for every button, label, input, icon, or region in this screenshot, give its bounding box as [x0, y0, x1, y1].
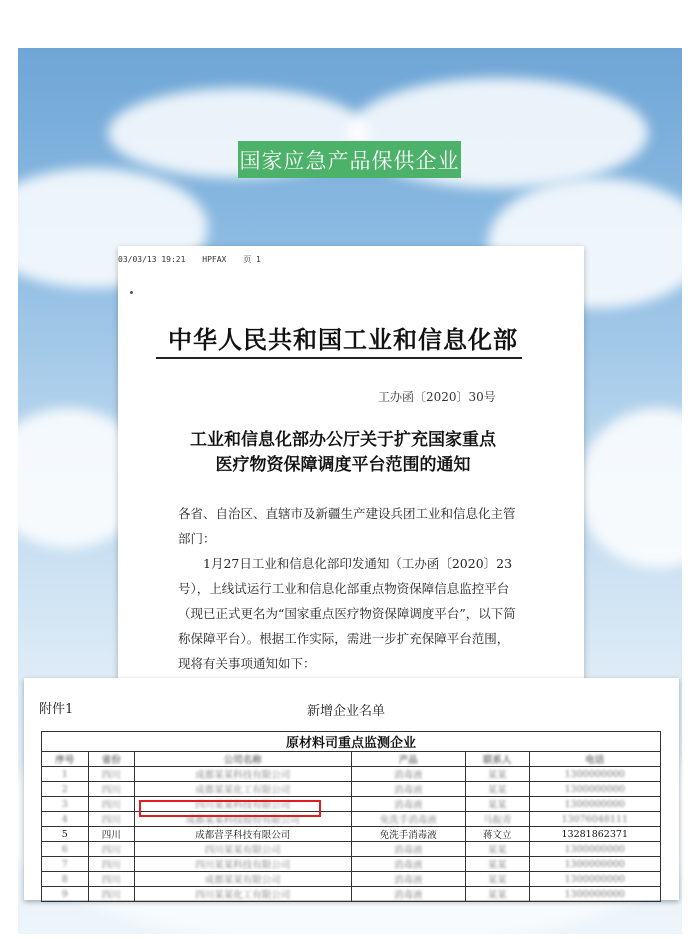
table-cell-phone: 13076048111	[529, 812, 661, 827]
table-caption-row	[42, 732, 661, 752]
table-cell-phone: 1300000000	[529, 797, 661, 812]
notice-title-line-2: 医疗物资保障调度平台范围的通知	[215, 455, 471, 475]
annex-label: 附件1	[39, 702, 74, 717]
fax-date: 03/03/13 19:21	[118, 255, 186, 264]
table-cell-company: 成都某某化工有限公司	[135, 782, 351, 797]
table-cell-product: 免洗手消毒液	[351, 812, 465, 827]
table-header-cell: 联系人	[465, 752, 529, 767]
table-row	[42, 827, 661, 842]
table-cell-company: 四川某某化工有限公司	[135, 887, 351, 902]
annex-title: 新增企业名单	[307, 704, 386, 719]
table-cell-contact: 某某	[465, 842, 529, 857]
table-cell-contact: 马振青	[465, 812, 529, 827]
table-cell-no: 2	[42, 782, 89, 797]
table-cell-product: 消毒液	[351, 797, 465, 812]
heading-rule	[156, 357, 522, 359]
table-cell-phone: 1300000000	[529, 857, 661, 872]
table-cell-no: 8	[42, 872, 89, 887]
table-cell-province: 四川	[88, 812, 135, 827]
table-row	[42, 872, 661, 887]
body-paragraph: 1月27日工业和信息化部印发通知（工办函〔2020〕23号），上线试运行工业和信息化部重点物资保障信息监控平台（现已正式更名为“国家重点医疗物资保障调度平台”，以下简称保障平台）。根据工作实际，需进一步扩充保障平台范围，现将有关事项通知如下：	[178, 556, 516, 671]
table-cell-phone: 1300000000	[529, 872, 661, 887]
fax-header	[118, 254, 273, 265]
table-row	[42, 857, 661, 872]
table-cell-no: 4	[42, 812, 89, 827]
table-cell-no: 1	[42, 767, 89, 782]
table-cell-product: 消毒液	[351, 887, 465, 902]
table-cell-company: 四川某某有限公司	[135, 842, 351, 857]
company-table	[41, 731, 661, 902]
table-cell-company: 成都某某科技股份有限公司	[135, 812, 351, 827]
table-cell-phone: 1300000000	[529, 842, 661, 857]
table-body	[42, 767, 661, 902]
highlight-box	[139, 800, 321, 817]
table-row	[42, 797, 661, 812]
table-cell-product: 消毒液	[351, 857, 465, 872]
table-cell-no: 5	[42, 827, 89, 842]
table-cell-product: 消毒液	[351, 782, 465, 797]
table-row	[42, 767, 661, 782]
notice-body	[178, 501, 520, 676]
table-cell-company: 四川某某科技有限公司	[135, 797, 351, 812]
table-cell-phone: 1300000000	[529, 767, 661, 782]
table-header-cell: 省份	[88, 752, 135, 767]
table-cell-province: 四川	[88, 887, 135, 902]
notice-title-line-1: 工业和信息化部办公厅关于扩充国家重点	[190, 430, 496, 450]
table-header-cell: 电话	[529, 752, 661, 767]
table-cell-contact: 某某	[465, 887, 529, 902]
table-cell-company: 成都营孚科技有限公司	[135, 827, 351, 842]
table-cell-phone: 1300000000	[529, 782, 661, 797]
table-cell-no: 6	[42, 842, 89, 857]
table-cell-no: 7	[42, 857, 89, 872]
notice-title	[148, 428, 538, 478]
table-cell-contact: 某某	[465, 797, 529, 812]
table-row	[42, 782, 661, 797]
table-header-cell: 产品	[351, 752, 465, 767]
table-cell-product: 消毒液	[351, 767, 465, 782]
table-cell-product: 消毒液	[351, 872, 465, 887]
table-cell-contact: 某某	[465, 872, 529, 887]
table-cell-province: 四川	[88, 797, 135, 812]
table-header-row	[42, 752, 661, 767]
table-cell-no: 9	[42, 887, 89, 902]
document-number: 工办函〔2020〕30号	[378, 390, 496, 404]
table-cell-contact: 某某	[465, 782, 529, 797]
table-cell-phone: 1300000000	[529, 887, 661, 902]
table-cell-product: 免洗手消毒液	[351, 827, 465, 842]
table-row	[42, 887, 661, 902]
fax-dot	[130, 291, 133, 294]
body-paragraph: 各省、自治区、直辖市及新疆生产建设兵团工业和信息化主管部门：	[178, 506, 516, 546]
notice-document	[118, 246, 584, 686]
table-cell-company: 成都某某有限公司	[135, 872, 351, 887]
table-cell-phone: 13281862371	[529, 827, 661, 842]
annex-sheet	[24, 678, 679, 900]
banner-title: 国家应急产品保供企业	[238, 141, 461, 178]
table-row	[42, 812, 661, 827]
ministry-heading: 中华人民共和国工业和信息化部	[168, 325, 518, 354]
table-cell-company: 四川某某科技有限公司	[135, 857, 351, 872]
fax-source: HPFAX	[202, 255, 227, 264]
table-cell-province: 四川	[88, 842, 135, 857]
table-caption: 原材料司重点监测企业	[42, 732, 661, 752]
table-cell-contact: 蒋文立	[465, 827, 529, 842]
table-cell-province: 四川	[88, 782, 135, 797]
table-cell-product: 消毒液	[351, 842, 465, 857]
table-cell-province: 四川	[88, 872, 135, 887]
table-cell-contact: 某某	[465, 767, 529, 782]
table-cell-province: 四川	[88, 767, 135, 782]
fax-page: 页 1	[243, 255, 261, 264]
table-header-cell: 公司名称	[135, 752, 351, 767]
table-cell-company: 成都某某科技有限公司	[135, 767, 351, 782]
table-header-cell: 序号	[42, 752, 89, 767]
table-cell-no: 3	[42, 797, 89, 812]
table-cell-province: 四川	[88, 827, 135, 842]
table-row	[42, 842, 661, 857]
table-cell-province: 四川	[88, 857, 135, 872]
table-cell-contact: 某某	[465, 857, 529, 872]
cloud	[578, 408, 682, 568]
